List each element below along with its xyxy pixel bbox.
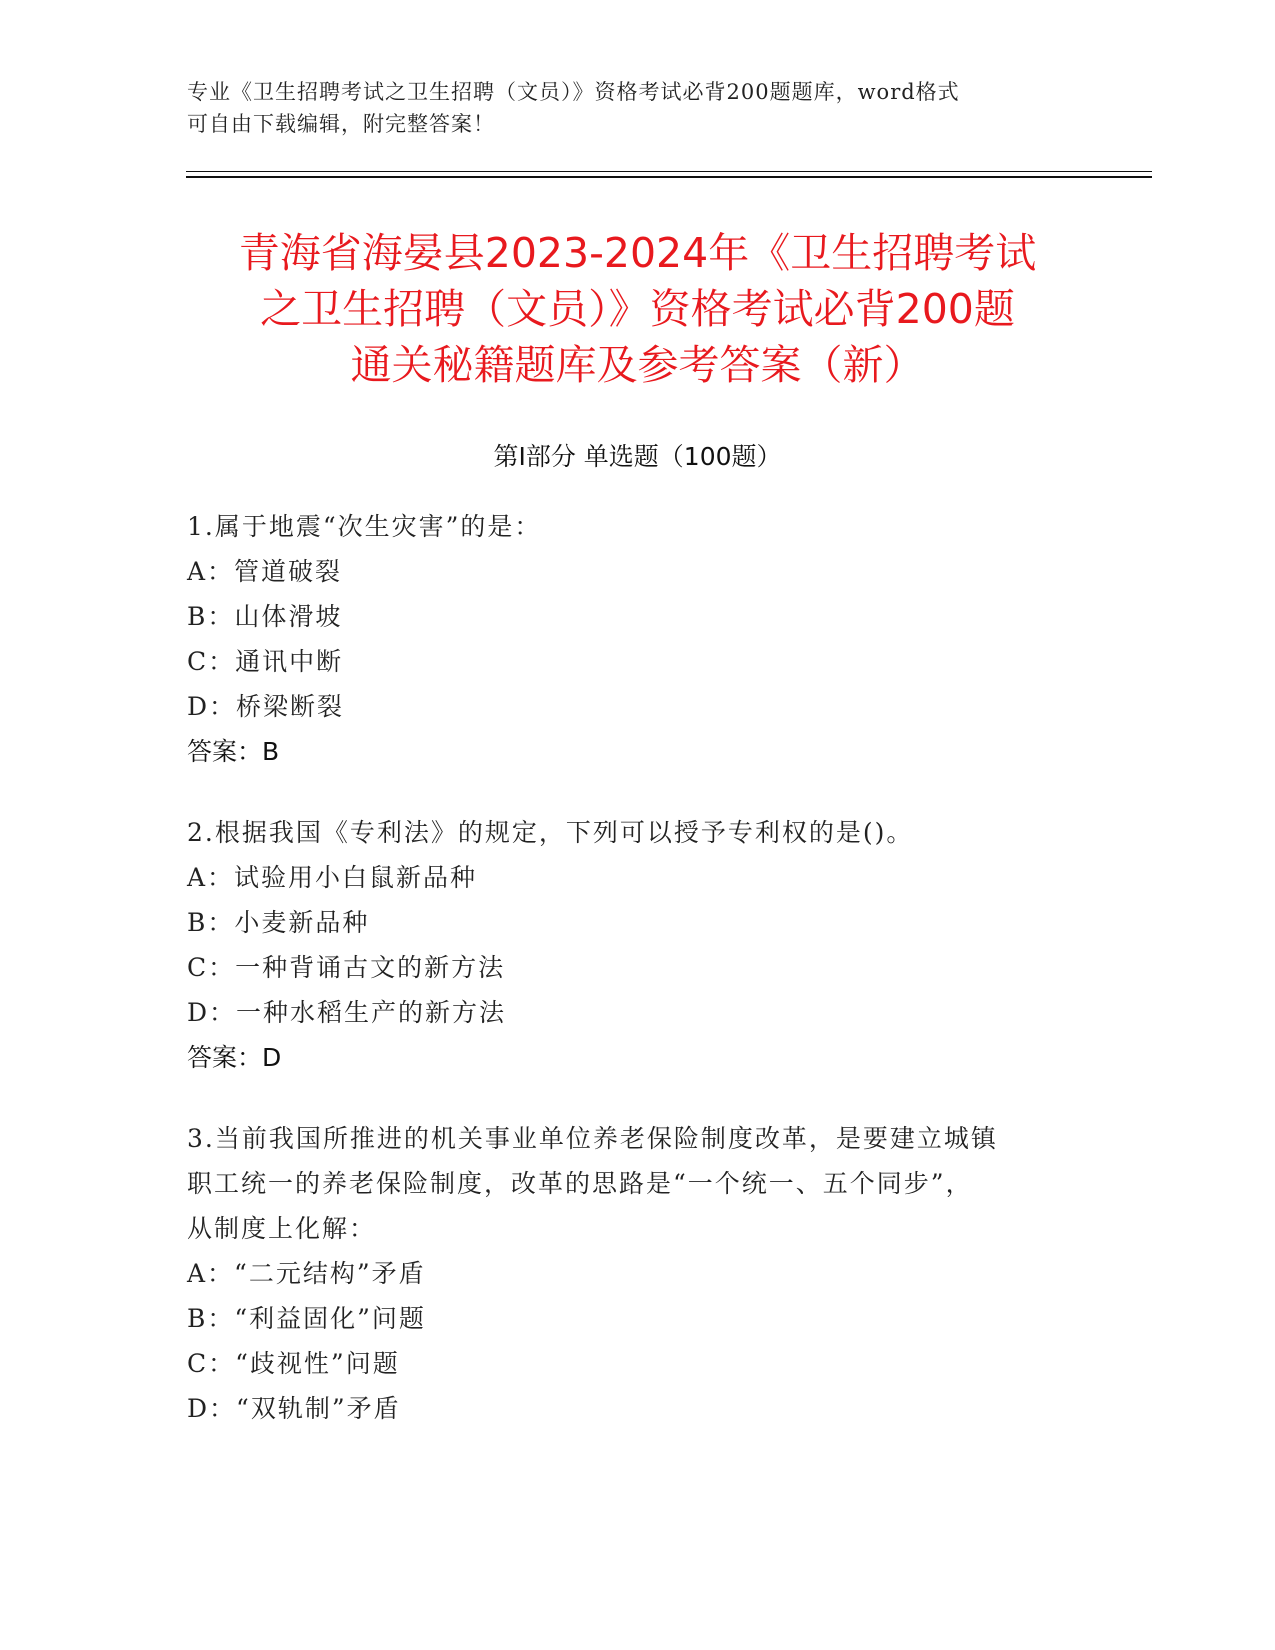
option-b: B：小麦新品种: [187, 908, 370, 937]
option-b: B：山体滑坡: [187, 602, 343, 631]
option-c: C：通讯中断: [187, 647, 344, 676]
option-d: D：一种水稻生产的新方法: [187, 998, 507, 1027]
answer-key: 答案：D: [187, 1043, 282, 1072]
header-divider-thin: [186, 171, 1152, 172]
option-a: A：管道破裂: [187, 557, 343, 586]
header-note-line-2: 可自由下载编辑，附完整答案！: [187, 112, 495, 136]
section-heading: 第I部分 单选题（100题）: [493, 442, 782, 471]
option-c: C：“歧视性”问题: [187, 1349, 400, 1378]
header-divider-thick: [186, 176, 1152, 178]
option-d: D：桥梁断裂: [187, 692, 345, 721]
option-c: C：一种背诵古文的新方法: [187, 953, 506, 982]
question-1: [187, 504, 1067, 774]
title-line-3: 通关秘籍题库及参考答案（新）: [350, 341, 925, 389]
option-a: A：试验用小白鼠新品种: [187, 863, 478, 892]
question-stem: 2.根据我国《专利法》的规定，下列可以授予专利权的是()。: [187, 818, 914, 847]
question-2: [187, 810, 1067, 1080]
option-a: A：“二元结构”矛盾: [187, 1259, 426, 1288]
header-note: [187, 76, 1067, 140]
question-3: [187, 1116, 1067, 1431]
title-line-1: 青海省海晏县2023-2024年《卫生招聘考试: [238, 229, 1037, 277]
document-title: [160, 225, 1115, 393]
header-note-line-1: 专业《卫生招聘考试之卫生招聘（文员）》资格考试必背200题题库，word格式: [187, 80, 960, 104]
question-stem-line-1: 3.当前我国所推进的机关事业单位养老保险制度改革，是要建立城镇: [187, 1124, 998, 1153]
question-stem: 1.属于地震“次生灾害”的是：: [187, 512, 542, 541]
answer-key: 答案：B: [187, 737, 280, 766]
title-line-2: 之卫生招聘（文员）》资格考试必背200题: [260, 285, 1015, 333]
question-stem-line-2: 职工统一的养老保险制度，改革的思路是“一个统一、五个同步”，: [187, 1169, 973, 1198]
option-b: B：“利益固化”问题: [187, 1304, 426, 1333]
question-stem-line-3: 从制度上化解：: [187, 1214, 377, 1243]
option-d: D：“双轨制”矛盾: [187, 1394, 401, 1423]
